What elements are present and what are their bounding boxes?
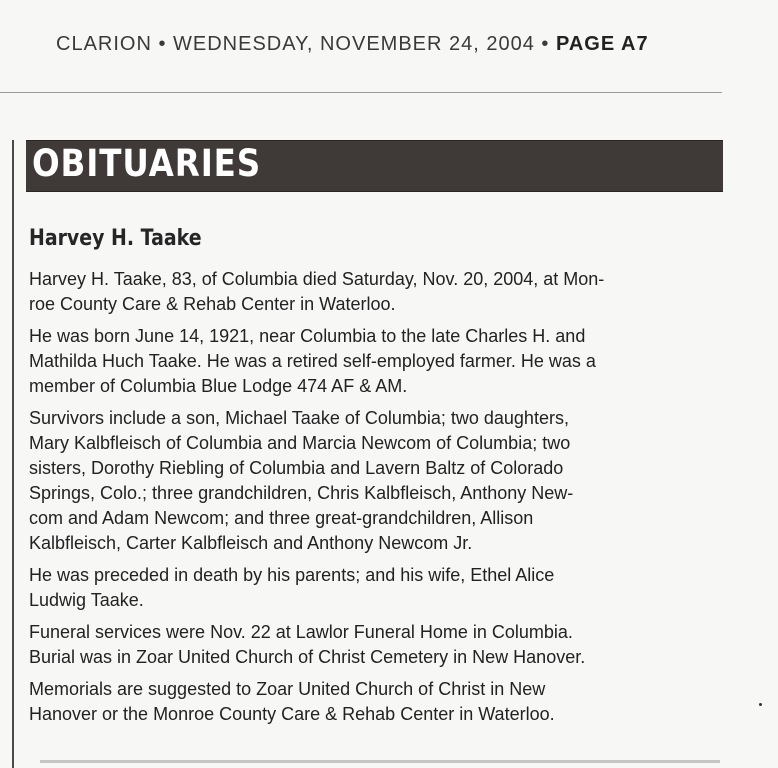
- text-line: Ludwig Taake.: [29, 590, 144, 610]
- masthead-dateline: CLARION • WEDNESDAY, NOVEMBER 24, 2004 •: [56, 33, 550, 55]
- obituary-body: [29, 267, 729, 734]
- paragraph-biography: [29, 324, 729, 399]
- section-title: OBITUARIES: [32, 142, 262, 185]
- obituary-headline: Harvey H. Taake: [29, 226, 202, 251]
- text-line: Funeral services were Nov. 22 at Lawlor Funeral Home in Columbia.: [29, 622, 573, 642]
- text-line: Harvey H. Taake, 83, of Columbia died Saturday, Nov. 20, 2004, at Mon-: [29, 269, 605, 289]
- header-divider: [0, 92, 722, 93]
- text-line: sisters, Dorothy Riebling of Columbia and Lavern Baltz of Colorado: [29, 458, 564, 478]
- text-line: Springs, Colo.; three grandchildren, Chris Kalbfleisch, Anthony New-: [29, 483, 574, 503]
- paragraph-death-notice: [29, 267, 729, 317]
- text-line: Mary Kalbfleisch of Columbia and Marcia Newcom of Columbia; two: [29, 433, 571, 453]
- text-line: Memorials are suggested to Zoar United Church of Christ in New: [29, 679, 546, 699]
- text-line: Survivors include a son, Michael Taake of Columbia; two daughters,: [29, 408, 569, 428]
- text-line: roe County Care & Rehab Center in Waterloo.: [29, 294, 396, 314]
- text-line: Burial was in Zoar United Church of Christ Cemetery in New Hanover.: [29, 647, 586, 667]
- text-line: com and Adam Newcom; and three great-grandchildren, Allison: [29, 508, 534, 528]
- paragraph-preceded: [29, 563, 729, 613]
- text-line: Hanover or the Monroe County Care & Rehab Center in Waterloo.: [29, 704, 555, 724]
- paragraph-funeral: [29, 620, 729, 670]
- section-banner: [26, 140, 723, 192]
- paragraph-memorials: [29, 677, 729, 727]
- page-number: PAGE A7: [555, 33, 649, 55]
- text-line: member of Columbia Blue Lodge 474 AF & AM.: [29, 376, 408, 396]
- text-line: Kalbfleisch, Carter Kalbfleisch and Anthony Newcom Jr.: [29, 533, 473, 553]
- text-line: Mathilda Huch Taake. He was a retired self-employed farmer. He was a: [29, 351, 596, 371]
- paragraph-survivors: [29, 406, 729, 556]
- text-line: He was born June 14, 1921, near Columbia to the late Charles H. and: [29, 326, 586, 346]
- column-divider: [12, 140, 14, 768]
- print-speck: [759, 703, 762, 706]
- page-header: [56, 33, 649, 56]
- text-line: He was preceded in death by his parents; and his wife, Ethel Alice: [29, 565, 555, 585]
- cut-off-text-fragment: [40, 760, 720, 768]
